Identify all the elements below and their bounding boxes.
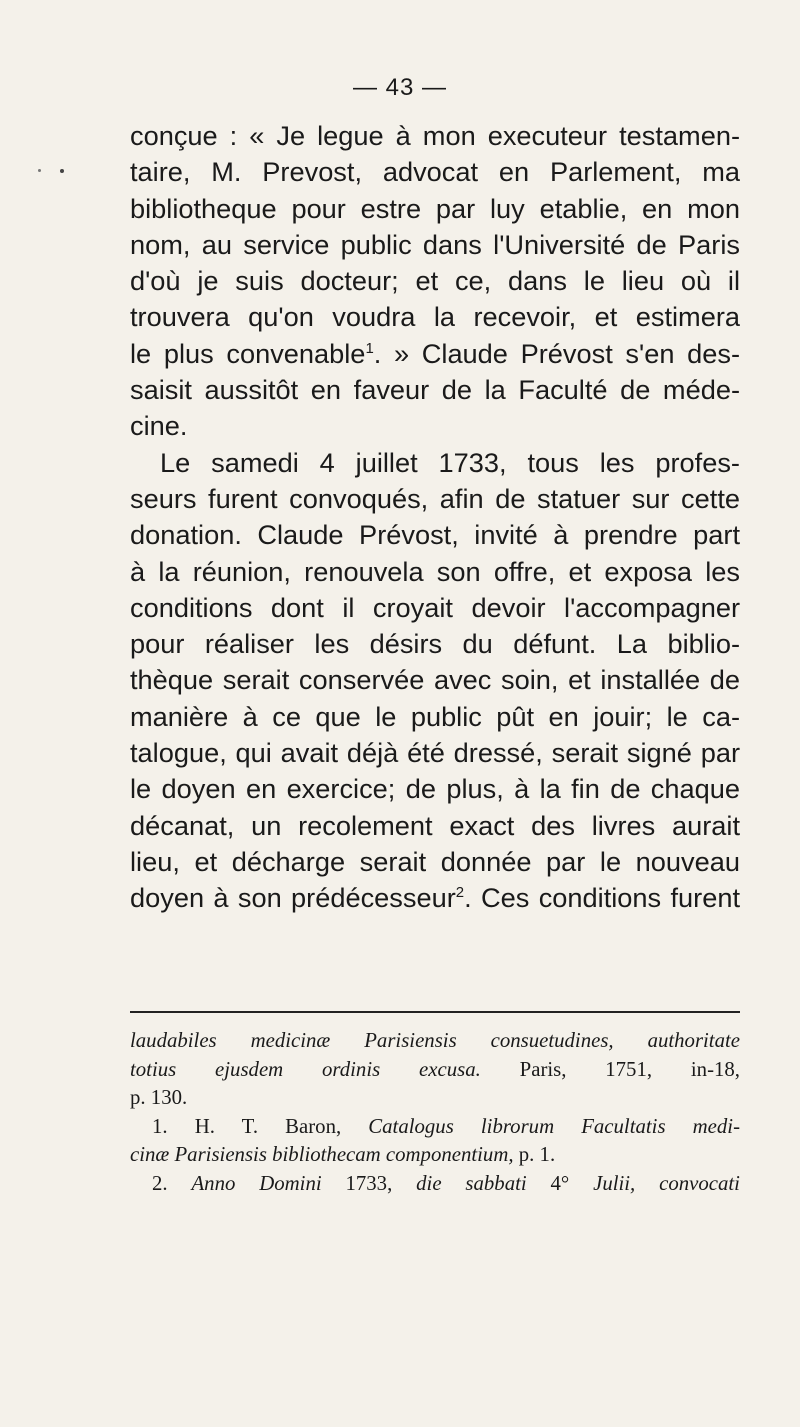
footnote-1-continued [130, 1141, 740, 1170]
text-line: pour réaliser les désirs du défunt. La biblio- [130, 628, 740, 660]
footnote-ref-1: 1 [365, 339, 374, 357]
text-fragment: . » Claude Prévost s'en des- [373, 337, 740, 369]
page-number: — 43 — [352, 74, 448, 101]
footnote-fragment: Paris, 1751, in-18, [480, 1057, 740, 1081]
text-line: Le samedi 4 juillet 1733, tous les profes- [160, 446, 740, 478]
footnote-fragment: H. T. Baron, [167, 1114, 369, 1138]
footnote-fragment: 1733, [321, 1171, 417, 1195]
footnote-fragment: cinæ Parisiensis bibliothecam componentium, [130, 1143, 514, 1166]
footnote-1 [130, 1113, 740, 1142]
text-line: lieu, et décharge serait donnée par le nouveau [130, 845, 740, 877]
footnote-fragment: die sabbati [416, 1171, 527, 1195]
footnote-fragment: Catalogus librorum Facultatis medi- [368, 1114, 740, 1138]
text-line: taire, M. Prevost, advocat en Parlement, ma [130, 156, 740, 188]
text-line: thèque serait conservée avec soin, et installée de [130, 664, 740, 696]
footnote-number: 2. [152, 1171, 168, 1195]
text-fragment: le plus convenable [130, 337, 366, 369]
footnote-continuation-line [130, 1056, 740, 1085]
text-line: bibliotheque pour estre par luy etablie, en mon [130, 192, 740, 224]
text-line: le doyen en exercice; de plus, à la fin de chaque [130, 773, 740, 805]
footnote-fragment: Julii, convocati [593, 1171, 740, 1195]
footnote-number: 1. [152, 1114, 168, 1138]
footnote-fragment: p. 1. [513, 1143, 556, 1166]
text-line [130, 336, 740, 372]
text-line: conçue : « Je legue à mon executeur testamen- [130, 120, 740, 151]
text-line: cine. [130, 410, 188, 442]
text-line: donation. Claude Prévost, invité à prendre part [130, 519, 740, 551]
margin-mark [60, 169, 64, 173]
footnotes [130, 1027, 740, 1198]
footnote-divider [130, 1011, 740, 1013]
text-line [130, 880, 740, 916]
main-text [130, 118, 740, 917]
footnote-2 [130, 1170, 740, 1199]
footnote-ref-2: 2 [455, 884, 465, 902]
footnote-fragment: Anno Domini [191, 1171, 322, 1195]
text-line: décanat, un recolement exact des livres aurait [130, 809, 740, 841]
text-line: trouvera qu'on voudra la recevoir, et estimera [130, 301, 740, 333]
text-line: nom, au service public dans l'Université de Paris [130, 228, 740, 260]
text-line: talogue, qui avait déjà été dressé, serait signé par [130, 737, 740, 769]
text-line: saisit aussitôt en faveur de la Faculté de méde- [130, 374, 740, 406]
text-line: d'où je suis docteur; et ce, dans le lieu où il [130, 265, 740, 297]
text-fragment: . Ces conditions furent [464, 882, 740, 914]
text-line: seurs furent convoqués, afin de statuer sur cette [130, 482, 740, 514]
text-fragment: doyen à son prédécesseur [130, 882, 456, 914]
text-line: à la réunion, renouvela son offre, et exposa les [130, 555, 740, 587]
footnote-continuation-line: p. 130. [130, 1086, 188, 1109]
footnote-continuation-line: laudabiles medicinæ Parisiensis consuetudines, authoritate [130, 1029, 740, 1052]
text-line: conditions dont il croyait devoir l'accompagner [130, 591, 740, 623]
footnote-fragment: totius ejusdem ordinis excusa. [130, 1057, 481, 1081]
margin-mark-faint [38, 169, 41, 172]
text-line: manière à ce que le public pût en jouir; le ca- [130, 700, 740, 732]
footnote-fragment: 4° [526, 1171, 594, 1195]
